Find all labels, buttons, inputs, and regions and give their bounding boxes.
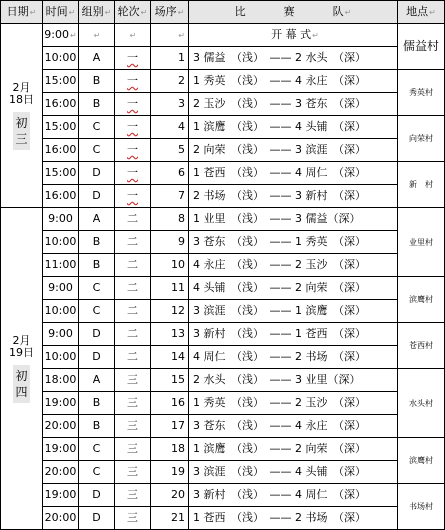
venue-cell: 滨鹰村 [398,277,445,323]
match-no: 21 [151,507,189,530]
opening-round: ↵ [115,24,151,47]
match-round: 三 [115,415,151,438]
match-no: 19 [151,461,189,484]
match-group: D [79,185,115,208]
match-no: 18 [151,438,189,461]
opening-time: 9:00↵ [43,24,79,47]
header-match: 比 赛 队↵ [189,1,398,24]
table-row [1,116,445,139]
match-round: 三 [115,507,151,530]
match-no: 17 [151,415,189,438]
match-no: 2 [151,70,189,93]
match-no: 8 [151,208,189,231]
match-round: 三 [115,438,151,461]
opening-group: ↵ [79,24,115,47]
match-round: 三 [115,392,151,415]
match-round: 三 [115,484,151,507]
match-no: 6 [151,162,189,185]
match-group: A [79,47,115,70]
match-group: B [79,415,115,438]
match-round: 一 [115,116,151,139]
match-time: 19:00 [43,392,79,415]
match-time: 15:00 [43,116,79,139]
table-row [1,185,445,208]
match-round: 二 [115,231,151,254]
match-round: 一 [115,47,151,70]
match-time: 10:00 [43,47,79,70]
table-row [1,392,445,415]
table-row [1,208,445,231]
lunar-day-badge: 初 四 [13,365,29,403]
match-group: B [79,93,115,116]
match-time: 19:00 [43,484,79,507]
opening-no: ↵ [151,24,189,47]
match-teams: 3 苍东 （浅） —— 4 永庄 （深） [189,415,398,438]
match-group: B [79,231,115,254]
header-round: 轮次↵ [115,1,151,24]
venue-cell: 向荣村 [398,116,445,162]
match-no: 20 [151,484,189,507]
match-teams: 2 水头 （浅） —— 3 业里（深） [189,369,398,392]
venue-cell: 秀英村 [398,70,445,116]
match-teams: 4 周仁 （浅） —— 2 书场 （深） [189,346,398,369]
match-group: C [79,438,115,461]
table-row [1,484,445,507]
match-group: C [79,461,115,484]
match-round: 二 [115,346,151,369]
match-teams: 2 向荣 （浅） —— 3 滨涯 （深） [189,139,398,162]
date-day: 18日 [9,92,34,106]
match-time: 15:00 [43,162,79,185]
venue-cell: 水头村 [398,369,445,438]
match-group: D [79,323,115,346]
table-row [1,300,445,323]
match-teams: 4 头铺 （浅） —— 2 向荣 （深） [189,277,398,300]
match-round: 一 [115,139,151,162]
header-group: 组别↵ [79,1,115,24]
match-no: 10 [151,254,189,277]
table-row [1,24,445,47]
match-group: D [79,507,115,530]
date-month: 2月 [12,333,31,347]
header-time: 时间↵ [43,1,79,24]
match-round: 二 [115,208,151,231]
match-no: 12 [151,300,189,323]
match-round: 一 [115,185,151,208]
table-row [1,415,445,438]
date-day: 19日 [9,345,34,359]
match-no: 9 [151,231,189,254]
table-row [1,93,445,116]
match-teams: 1 秀英 （浅） —— 2 玉沙 （深） [189,392,398,415]
match-group: C [79,116,115,139]
match-group: D [79,162,115,185]
match-no: 3 [151,93,189,116]
table-row [1,47,445,70]
match-teams: 3 新村 （浅） —— 4 周仁 （深） [189,484,398,507]
match-group: B [79,254,115,277]
table-row [1,162,445,185]
match-time: 20:00 [43,461,79,484]
match-round: 二 [115,277,151,300]
match-no: 11 [151,277,189,300]
venue-cell: 业里村 [398,208,445,277]
header-date: 日期↵ [1,1,43,24]
match-no: 7 [151,185,189,208]
match-time: 9:00 [43,277,79,300]
match-time: 18:00 [43,369,79,392]
table-row [1,346,445,369]
match-no: 16 [151,392,189,415]
venue-cell: 儒益村 [398,24,445,70]
date-cell-day2 [1,208,43,530]
match-time: 9:00 [43,323,79,346]
table-row [1,438,445,461]
match-teams: 1 苍西 （浅） —— 4 周仁 （深） [189,162,398,185]
match-round: 一 [115,70,151,93]
match-round: 一 [115,93,151,116]
match-group: A [79,369,115,392]
match-teams: 1 秀英 （浅） —— 4 永庄 （深） [189,70,398,93]
table-row [1,277,445,300]
match-group: C [79,277,115,300]
table-row [1,369,445,392]
venue-cell: 书场村 [398,484,445,530]
header-venue: 地点↵ [398,1,445,24]
match-teams: 3 滨涯 （浅） —— 1 滨鹰 （深） [189,300,398,323]
lunar-day-badge: 初 三 [13,112,29,150]
date-cell-day1 [1,24,43,208]
match-group: D [79,346,115,369]
match-time: 10:00 [43,231,79,254]
match-no: 14 [151,346,189,369]
match-teams: 1 苍西 （浅） —— 2 书场 （深） [189,507,398,530]
table-row [1,70,445,93]
match-teams: 1 滨鹰 （浅） —— 4 头铺 （深） [189,116,398,139]
match-time: 16:00 [43,185,79,208]
table-row [1,139,445,162]
match-teams: 1 业里 （浅） —— 3 儒益（深） [189,208,398,231]
match-time: 20:00 [43,415,79,438]
match-time: 19:00 [43,438,79,461]
table-row [1,231,445,254]
match-group: D [79,484,115,507]
match-group: B [79,392,115,415]
table-row [1,461,445,484]
table-row [1,254,445,277]
match-round: 三 [115,369,151,392]
header-row [1,1,445,24]
match-group: A [79,208,115,231]
match-no: 5 [151,139,189,162]
match-teams: 4 永庄 （浅） —— 2 玉沙 （深） [189,254,398,277]
match-round: 二 [115,323,151,346]
match-time: 15:00 [43,70,79,93]
match-time: 11:00 [43,254,79,277]
match-time: 10:00 [43,346,79,369]
match-group: C [79,139,115,162]
match-time: 16:00 [43,139,79,162]
match-teams: 3 儒益 （浅） —— 2 水头 （深） [189,47,398,70]
venue-cell: 滨鹰村 [398,438,445,484]
venue-cell: 新 村 [398,162,445,208]
match-teams: 2 书场 （浅） —— 3 新村 （深） [189,185,398,208]
date-month: 2月 [12,80,31,94]
match-time: 9:00 [43,208,79,231]
match-teams: 3 滨涯 （浅） —— 4 头铺 （深） [189,461,398,484]
match-round: 二 [115,254,151,277]
match-round: 一 [115,162,151,185]
match-group: C [79,300,115,323]
match-teams: 1 滨鹰 （浅） —— 2 向荣 （深） [189,438,398,461]
table-row [1,507,445,530]
match-round: 二 [115,300,151,323]
match-group: B [79,70,115,93]
match-round: 三 [115,461,151,484]
match-no: 15 [151,369,189,392]
venue-cell: 苍西村 [398,323,445,369]
table-row [1,323,445,346]
header-match-no: 场序↵ [151,1,189,24]
match-teams: 3 苍东 （浅） —— 1 秀英 （深） [189,231,398,254]
match-teams: 3 新村 （浅） —— 1 苍西 （深） [189,323,398,346]
match-teams: 2 玉沙 （浅） —— 3 苍东 （深） [189,93,398,116]
match-no: 4 [151,116,189,139]
match-time: 20:00 [43,507,79,530]
match-no: 13 [151,323,189,346]
match-time: 16:00 [43,93,79,116]
opening-label: 开 幕 式↵ [189,24,398,47]
match-time: 10:00 [43,300,79,323]
match-no: 1 [151,47,189,70]
